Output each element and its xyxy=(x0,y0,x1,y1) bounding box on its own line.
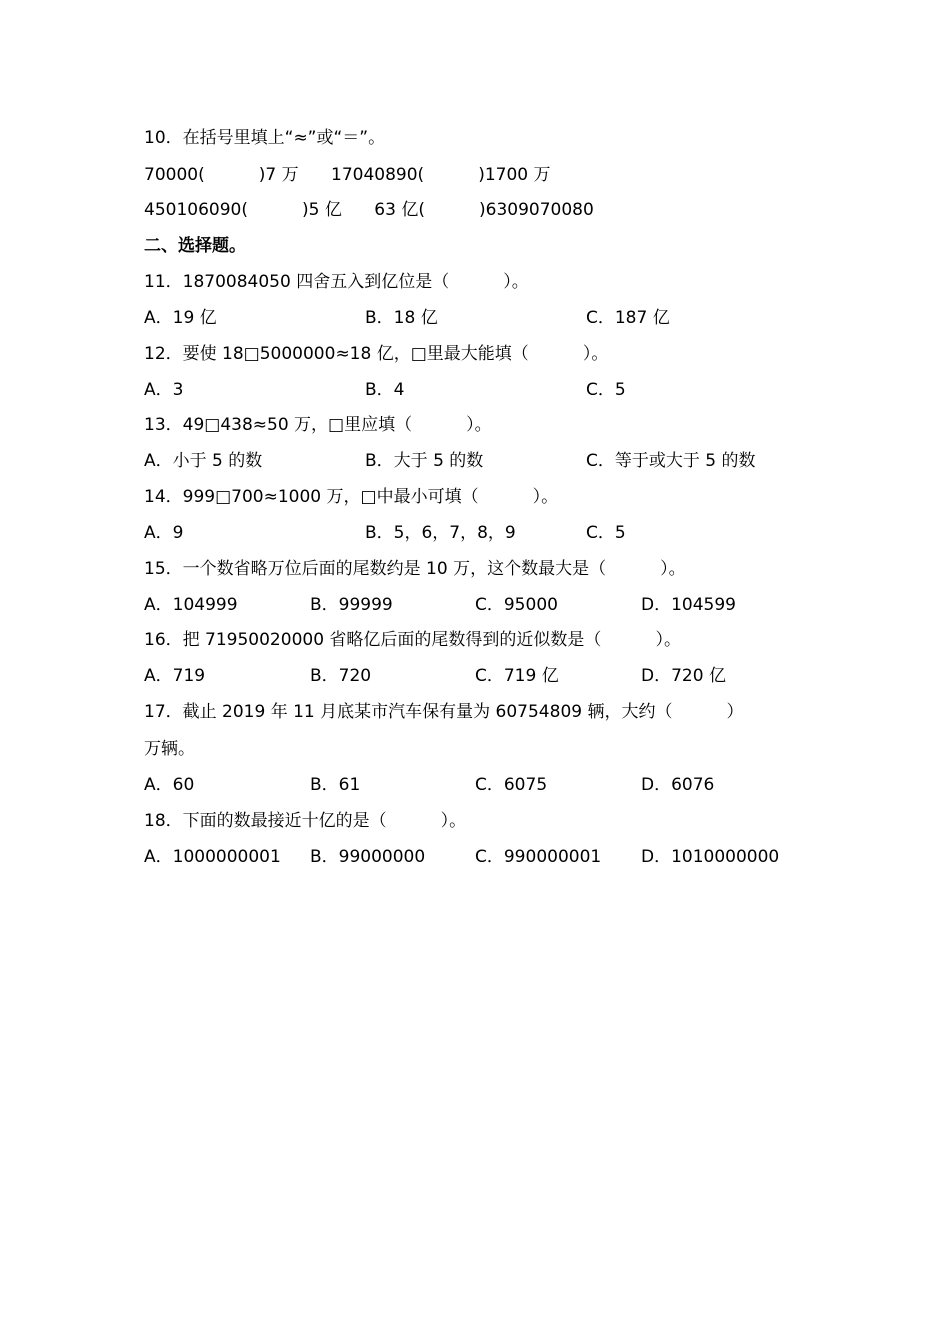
q11-option-c: C．187 亿 xyxy=(586,308,670,328)
q10-row-2: 450106090( )5 亿 63 亿( )6309070080 xyxy=(144,200,594,220)
q13-stem: 13．49□438≈50 万，□里应填（ ）。 xyxy=(144,415,492,435)
q17-option-b: B．61 xyxy=(310,775,361,795)
q18-option-c: C．990000001 xyxy=(475,847,602,867)
q14-option-c: C．5 xyxy=(586,523,626,543)
q13-option-a: A．小于 5 的数 xyxy=(144,451,263,471)
q16-stem: 16．把 71950020000 省略亿后面的尾数得到的近似数是（ ）。 xyxy=(144,630,681,650)
q14-option-a: A．9 xyxy=(144,523,184,543)
q16-option-a: A．719 xyxy=(144,666,206,686)
q14-stem: 14．999□700≈1000 万，□中最小可填（ ）。 xyxy=(144,487,559,507)
q16-option-c: C．719 亿 xyxy=(475,666,559,686)
q12-stem: 12．要使 18□5000000≈18 亿，□里最大能填（ ）。 xyxy=(144,344,609,364)
q16-option-b: B．720 xyxy=(310,666,372,686)
q13-option-c: C．等于或大于 5 的数 xyxy=(586,451,756,471)
q10-stem: 10．在括号里填上“≈”或“＝”。 xyxy=(144,128,386,148)
q17-option-d: D．6076 xyxy=(641,775,715,795)
q17-option-c: C．6075 xyxy=(475,775,548,795)
q18-option-b: B．99000000 xyxy=(310,847,426,867)
section-title: 二、选择题。 xyxy=(144,236,246,256)
q11-option-a: A．19 亿 xyxy=(144,308,217,328)
q12-option-c: C．5 xyxy=(586,380,626,400)
q18-option-d: D．1010000000 xyxy=(641,847,780,867)
q18-option-a: A．1000000001 xyxy=(144,847,281,867)
q12-option-b: B．4 xyxy=(365,380,405,400)
q15-option-a: A．104999 xyxy=(144,595,238,615)
q13-option-b: B．大于 5 的数 xyxy=(365,451,484,471)
q15-option-c: C．95000 xyxy=(475,595,558,615)
q11-option-b: B．18 亿 xyxy=(365,308,438,328)
q12-option-a: A．3 xyxy=(144,380,184,400)
q17-option-a: A．60 xyxy=(144,775,195,795)
q16-option-d: D．720 亿 xyxy=(641,666,726,686)
q14-option-b: B．5，6，7，8，9 xyxy=(365,523,516,543)
q10-row-1: 70000( )7 万 17040890( )1700 万 xyxy=(144,165,551,185)
q15-option-d: D．104599 xyxy=(641,595,736,615)
q17-stem-continued: 万辆。 xyxy=(144,739,195,759)
q15-stem: 15．一个数省略万位后面的尾数约是 10 万，这个数最大是（ ）。 xyxy=(144,559,686,579)
q15-option-b: B．99999 xyxy=(310,595,393,615)
q18-stem: 18．下面的数最接近十亿的是（ ）。 xyxy=(144,811,467,831)
q11-stem: 11．1870084050 四舍五入到亿位是（ ）。 xyxy=(144,272,529,292)
q17-stem: 17．截止 2019 年 11 月底某市汽车保有量为 60754809 辆，大约（ ） xyxy=(144,702,744,722)
